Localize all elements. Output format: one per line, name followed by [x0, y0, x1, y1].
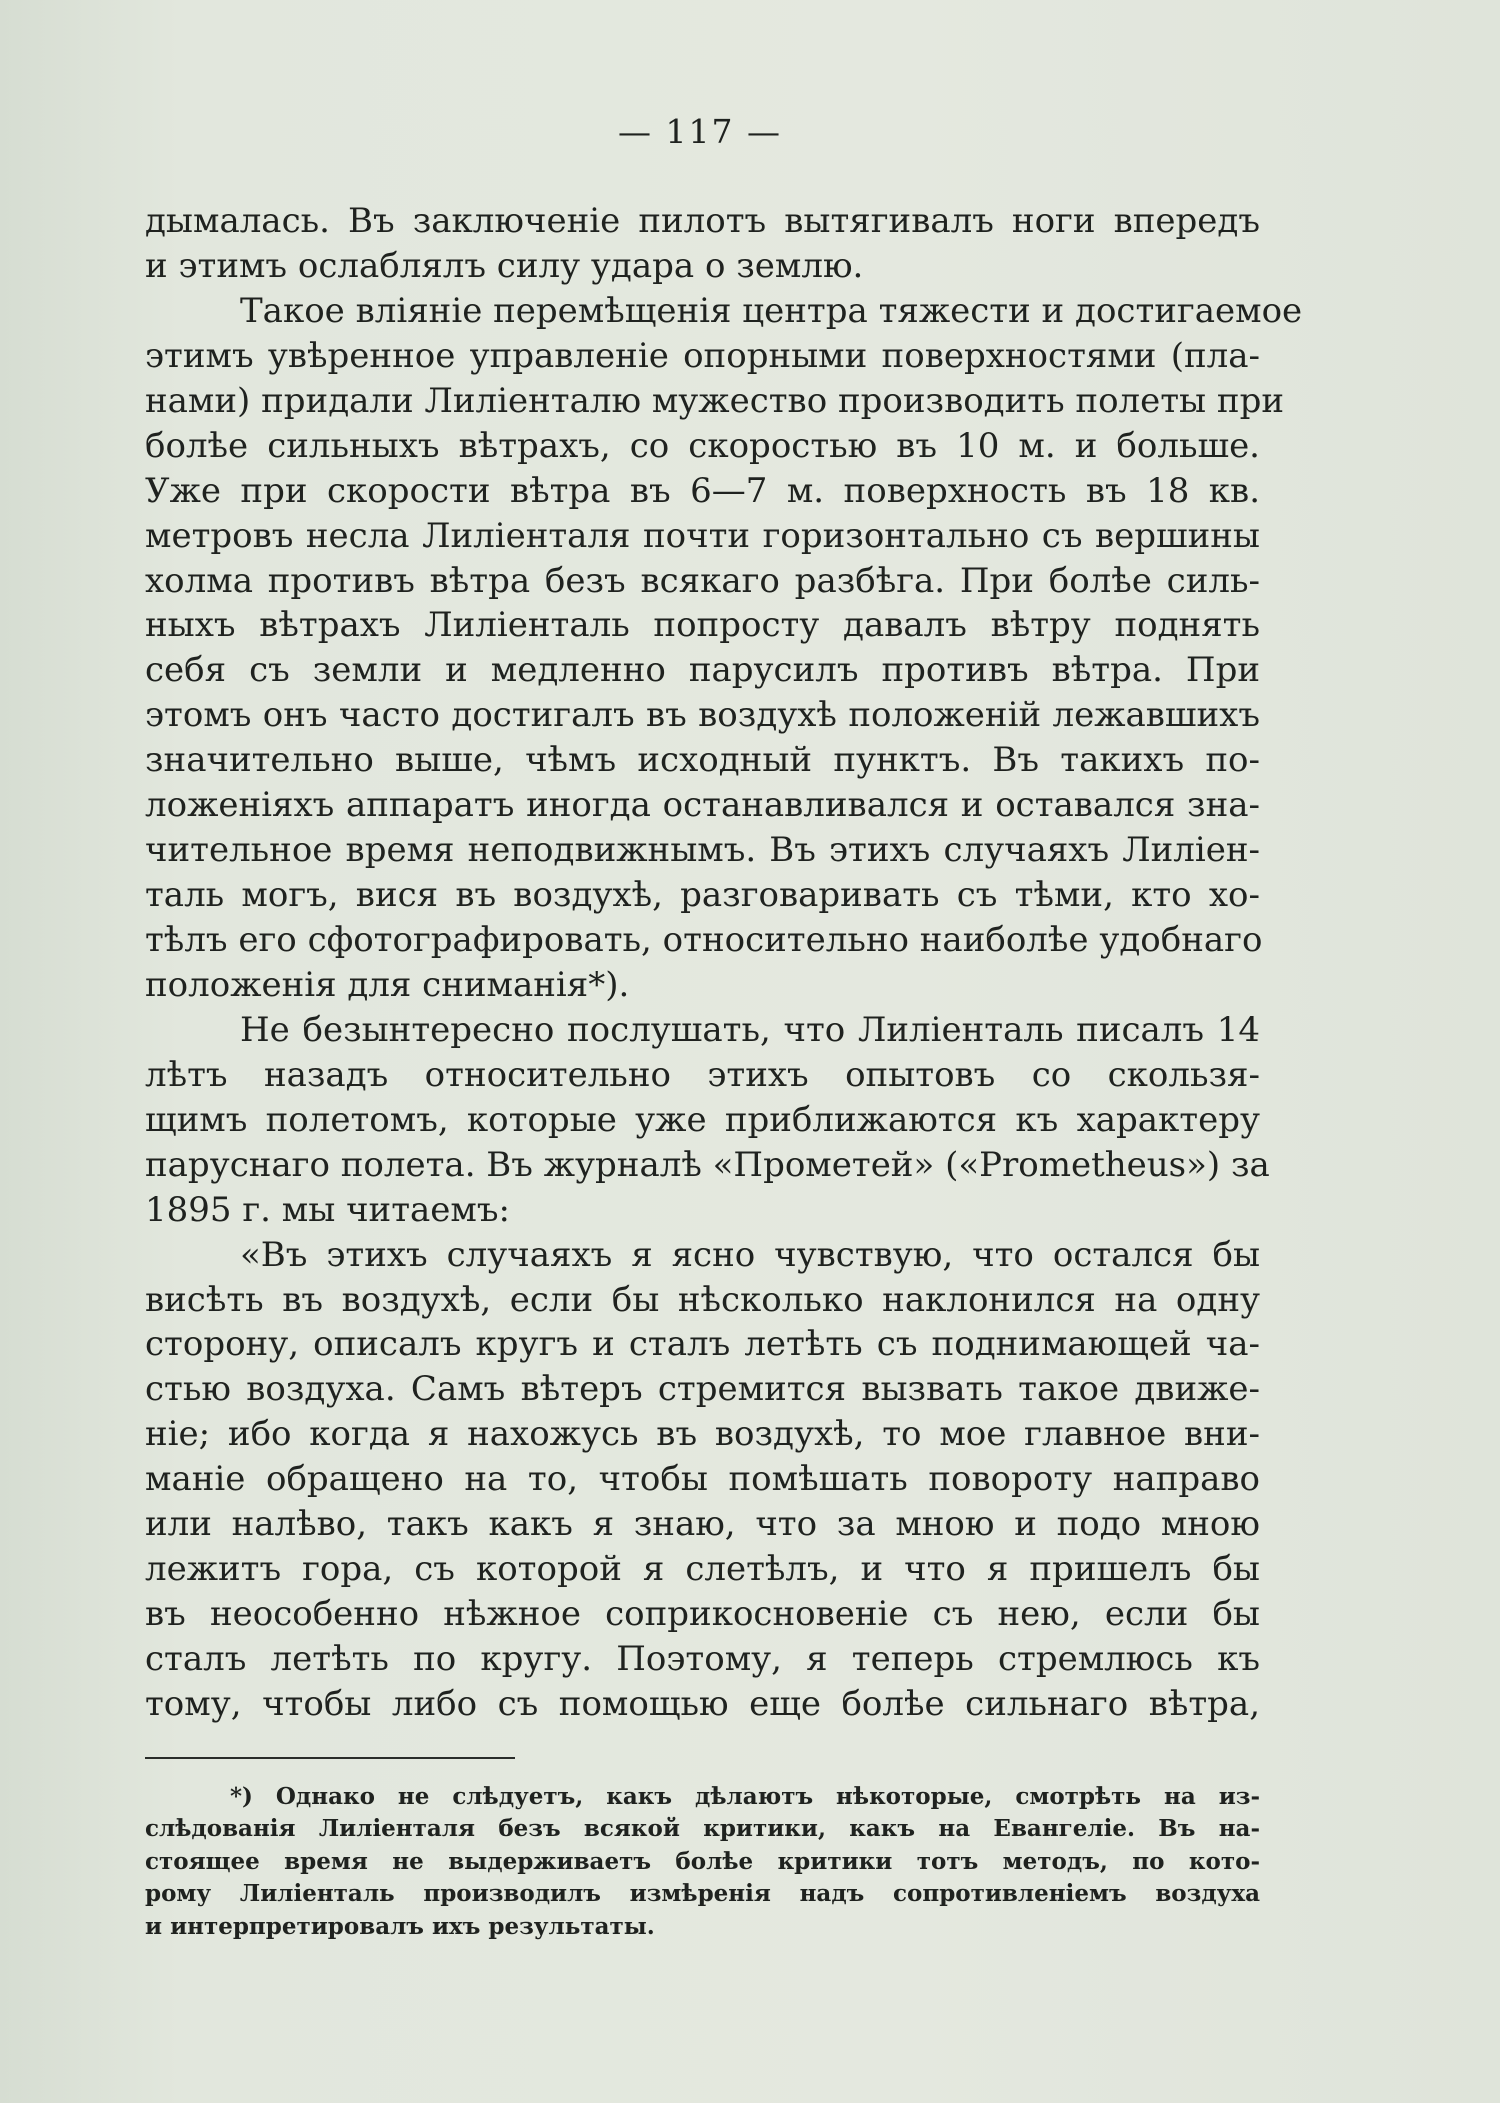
text-line: себя съ земли и медленно парусилъ противъ вѣтра. При: [145, 650, 1260, 691]
text-line: сторону, описалъ кругъ и сталъ летѣть съ поднимающей ча-: [145, 1324, 1260, 1365]
text-line: тому, чтобы либо съ помощью еще болѣе сильнаго вѣтра,: [145, 1683, 1260, 1724]
text-line: или налѣво, такъ какъ я знаю, что за мною и подо мною: [145, 1504, 1260, 1545]
footnote: [145, 1781, 1260, 1943]
text-line: положенiя для сниманiя*).: [145, 964, 630, 1005]
text-line: тѣлъ его сфотографировать, относительно наиболѣе удобнаго: [145, 920, 1263, 960]
body-text: [145, 199, 1303, 1727]
text-line: Такое влiянiе перемѣщенiя центра тяжести и достигаемое: [240, 290, 1303, 331]
text-line: паруснаго полета. Въ журналѣ «Прометей» («Prometheus») за: [145, 1144, 1270, 1185]
text-line: нами) придали Лилiенталю мужество производить полеты при: [145, 380, 1285, 421]
footnote-line: рому Лилiенталь производилъ измѣренiя надъ сопротивленiемъ воздуха: [145, 1880, 1260, 1908]
footnote-divider: [145, 1757, 515, 1759]
text-line: 1895 г. мы читаемъ:: [145, 1189, 510, 1230]
footnote-line: и интерпретировалъ ихъ результаты.: [145, 1912, 655, 1940]
text-line: и этимъ ослаблялъ силу удара о землю.: [145, 245, 864, 286]
text-line: манiе обращено на то, чтобы помѣшать повороту направо: [145, 1459, 1260, 1500]
text-line: щимъ полетомъ, которые уже приближаются къ характеру: [145, 1099, 1260, 1140]
text-line: чительное время неподвижнымъ. Въ этихъ случаяхъ Лилiен-: [145, 830, 1260, 871]
text-line: сталъ летѣть по кругу. Поэтому, я теперь стремлюсь къ: [145, 1639, 1260, 1679]
text-line: Уже при скорости вѣтра въ 6—7 м. поверхность въ 18 кв.: [145, 470, 1260, 511]
text-line: метровъ несла Лилiенталя почти горизонтально съ вершины: [145, 515, 1260, 556]
page-number: — 117 —: [618, 112, 782, 151]
text-line: значительно выше, чѣмъ исходный пунктъ. Въ такихъ по-: [145, 740, 1260, 781]
text-line: стью воздуха. Самъ вѣтеръ стремится вызвать такое движе-: [145, 1369, 1260, 1410]
text-line: въ неособенно нѣжное соприкосновенiе съ нею, если бы: [145, 1594, 1260, 1635]
text-line: ложенiяхъ аппаратъ иногда останавливался и оставался зна-: [145, 785, 1260, 826]
text-line: болѣе сильныхъ вѣтрахъ, со скоростью въ 10 м. и больше.: [145, 425, 1260, 466]
text-line: этомъ онъ часто достигалъ въ воздухѣ положенiй лежавшихъ: [145, 695, 1260, 736]
text-line: лѣтъ назадъ относительно этихъ опытовъ со скользя-: [145, 1054, 1260, 1095]
text-line: нiе; ибо когда я нахожусь въ воздухѣ, то мое главное вни-: [145, 1414, 1260, 1455]
text-line: дымалась. Въ заключенiе пилотъ вытягивалъ ноги впередъ: [145, 201, 1260, 241]
text-line: висѣть въ воздухѣ, если бы нѣсколько наклонился на одну: [145, 1279, 1260, 1320]
footnote-line: слѣдованiя Лилiенталя безъ всякой критики, какъ на Евангелiе. Въ на-: [145, 1815, 1260, 1843]
text-line: лежитъ гора, съ которой я слетѣлъ, и что я пришелъ бы: [145, 1549, 1260, 1590]
text-line: ныхъ вѣтрахъ Лилiенталь попросту давалъ вѣтру поднять: [145, 605, 1260, 646]
text-line: этимъ увѣренное управленiе опорными поверхностями (пла-: [145, 335, 1260, 376]
text-line: холма противъ вѣтра безъ всякаго разбѣга. При болѣе силь-: [145, 560, 1260, 601]
footnote-line: стоящее время не выдерживаетъ болѣе критики тотъ методъ, по кото-: [145, 1847, 1260, 1875]
text-line: «Въ этихъ случаяхъ я ясно чувствую, что остался бы: [240, 1234, 1260, 1275]
text-line: таль могъ, вися въ воздухѣ, разговаривать съ тѣми, кто хо-: [145, 875, 1260, 916]
text-line: Не безынтересно послушать, что Лилiенталь писалъ 14: [240, 1009, 1260, 1050]
footnote-line: *) Однако не слѣдуетъ, какъ дѣлаютъ нѣкоторые, смотрѣть на из-: [230, 1783, 1260, 1810]
